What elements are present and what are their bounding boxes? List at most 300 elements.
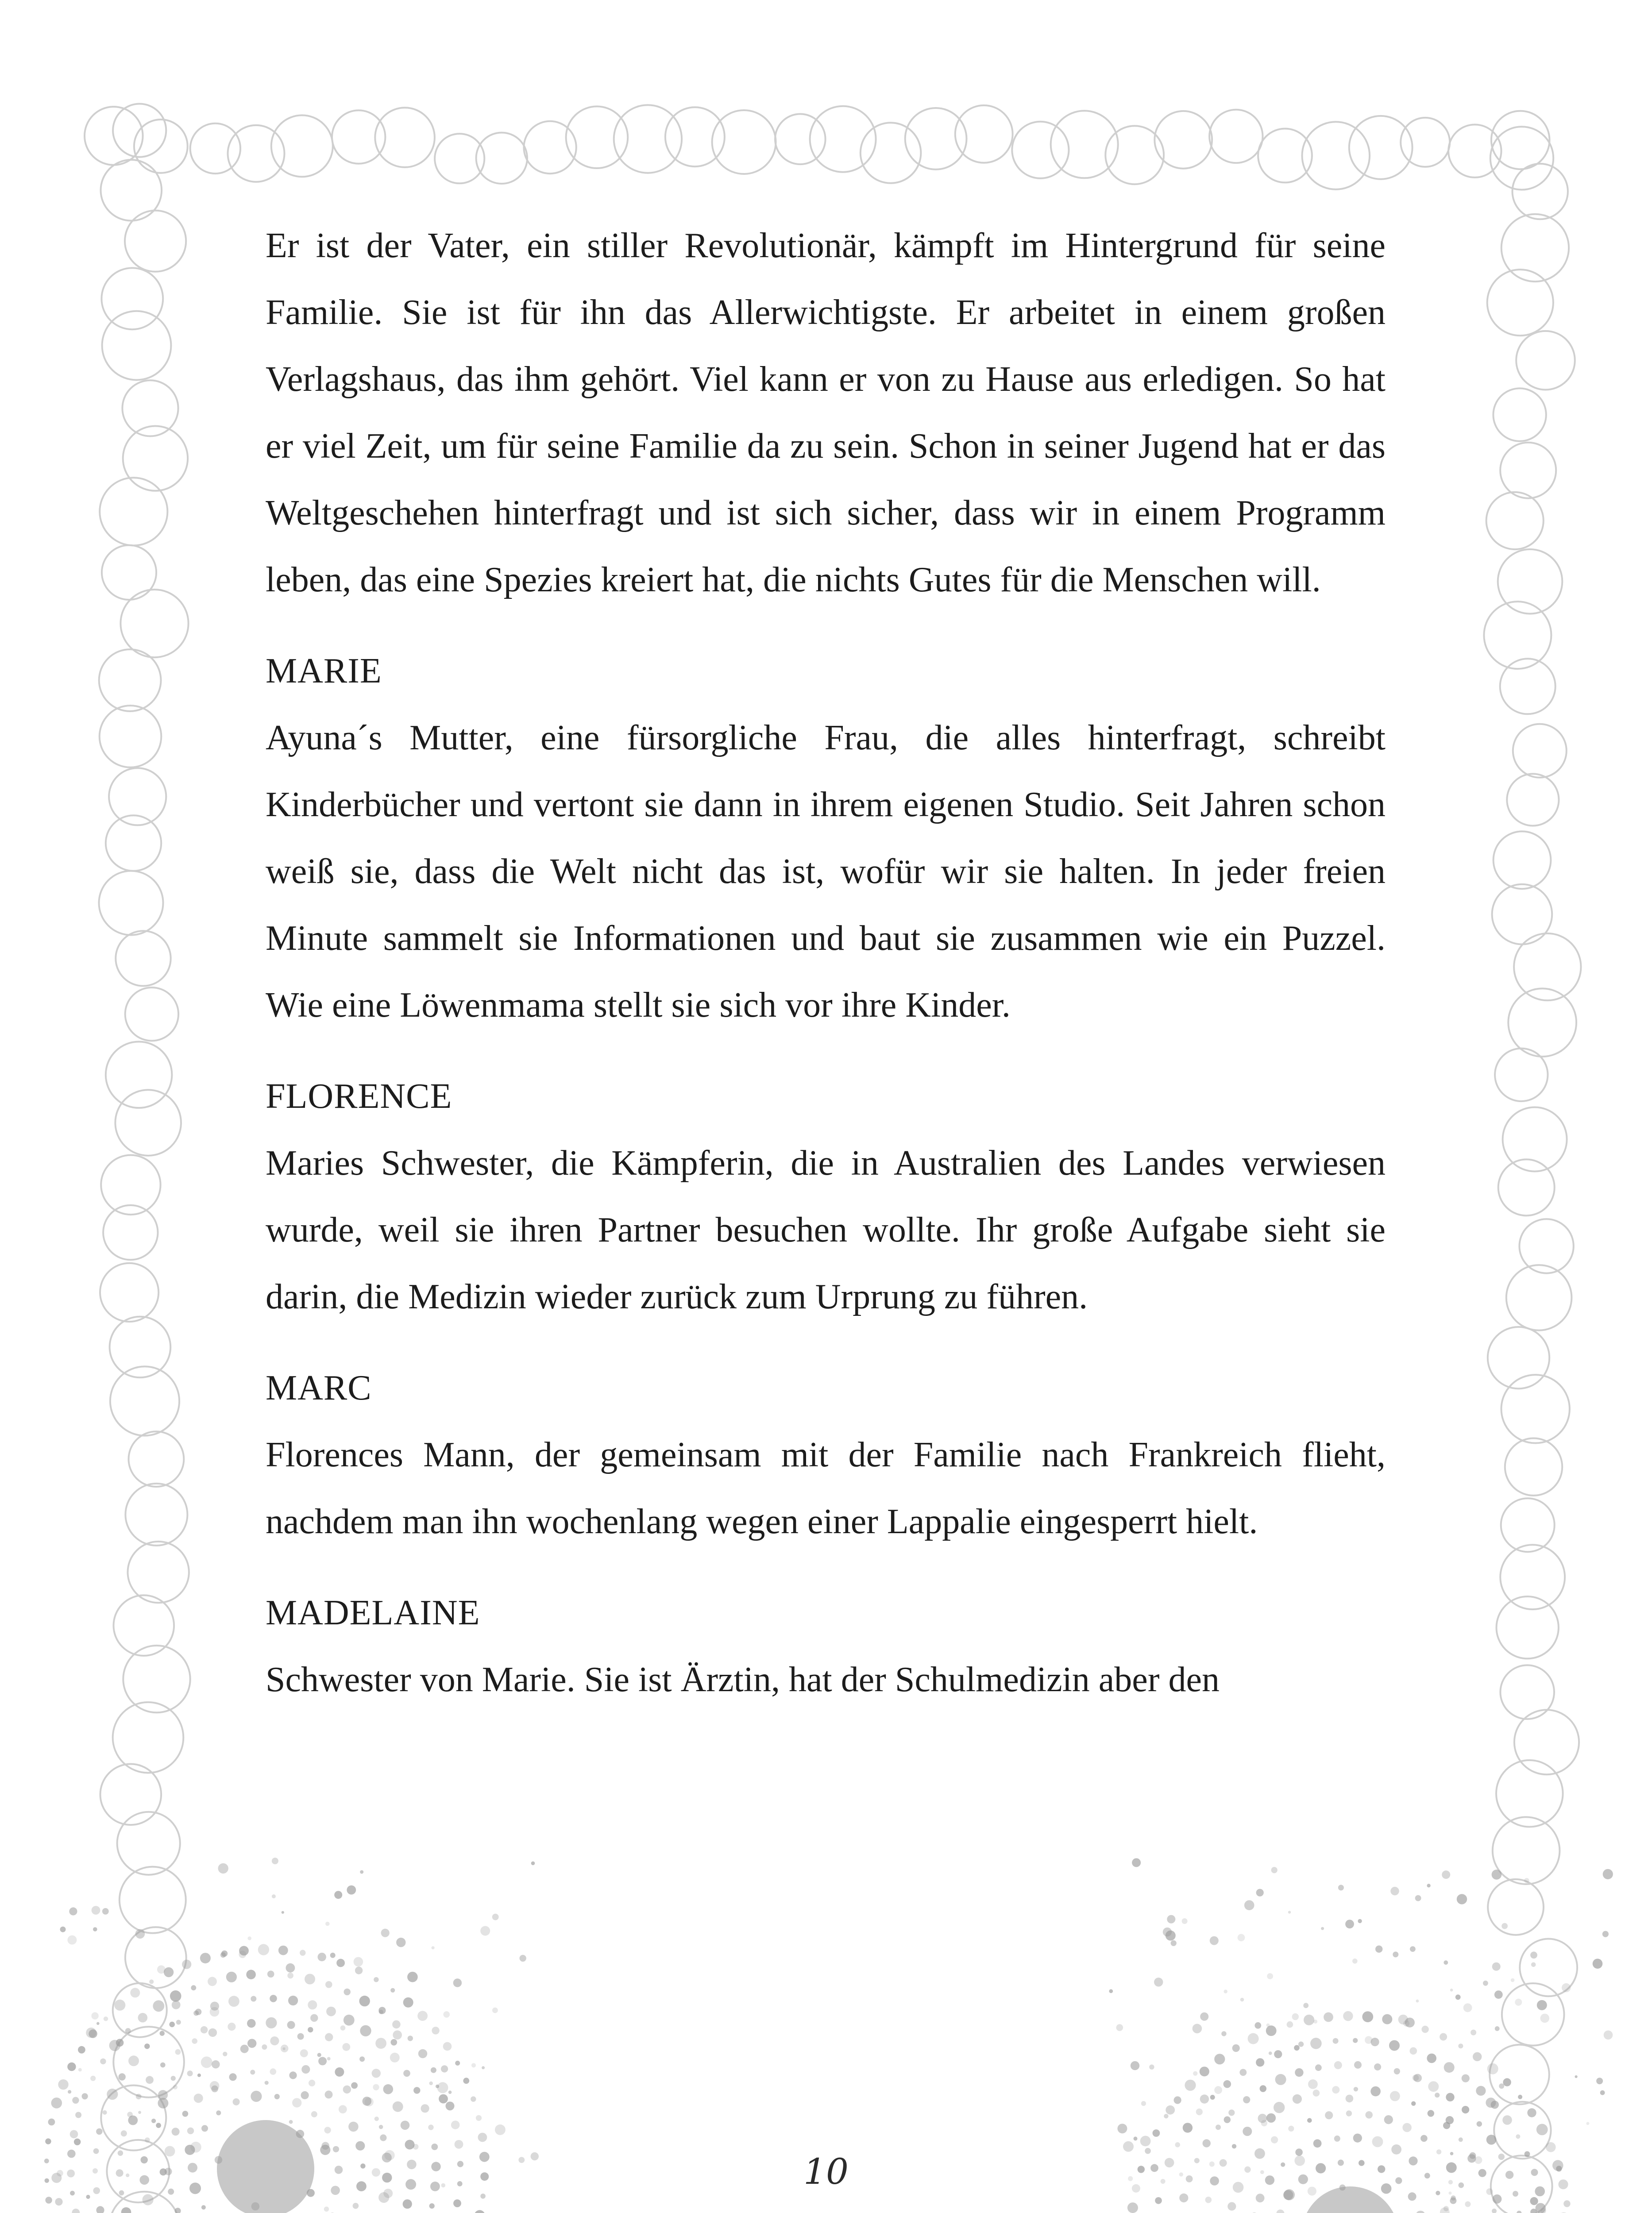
sparkle-dot xyxy=(482,2066,485,2069)
sparkle-dot xyxy=(1375,1946,1382,1953)
mandala-right-dot xyxy=(1174,2096,1181,2104)
sparkle-dot xyxy=(441,2183,446,2188)
mandala-right-dot xyxy=(1428,2081,1439,2092)
mandala-left-dot xyxy=(392,2020,401,2029)
mandala-right-dot xyxy=(1486,2135,1497,2145)
mandala-left-dot xyxy=(250,2070,255,2074)
mandala-right-dot xyxy=(1424,2173,1430,2178)
mandala-right-dot xyxy=(1281,2163,1285,2167)
frame-circle xyxy=(861,123,921,183)
frame-circle xyxy=(1487,270,1553,335)
frame-circle xyxy=(614,105,682,173)
mandala-right-dot xyxy=(1370,2086,1381,2097)
sparkle-dot xyxy=(1492,1962,1501,1971)
sparkle-dot xyxy=(135,1929,145,1939)
sparkle-dot xyxy=(1457,1894,1467,1904)
frame-circle xyxy=(125,987,178,1041)
sparkle-dot xyxy=(343,2086,351,2093)
mandala-left-dot xyxy=(201,2056,212,2068)
mandala-right-dot xyxy=(1205,2197,1212,2203)
mandala-right-dot xyxy=(1535,2186,1545,2197)
sparkle-dot xyxy=(1193,2024,1202,2034)
mandala-left-dot xyxy=(318,1953,326,1961)
sparkle-dot xyxy=(1166,1931,1176,1941)
sparkle-dot xyxy=(171,2076,176,2081)
mandala-right-dot xyxy=(1389,2040,1400,2051)
sparkle-dot xyxy=(1271,1867,1278,1873)
mandala-right-dot xyxy=(1194,2158,1200,2163)
mandala-left-dot xyxy=(403,2070,410,2077)
mandala-right-dot xyxy=(1402,2123,1412,2132)
frame-circle xyxy=(100,478,167,545)
sparkle-dot xyxy=(1292,2013,1299,2020)
mandala-left-dot xyxy=(70,2191,75,2196)
frame-circle xyxy=(1513,724,1567,778)
sparkle-dot xyxy=(1450,2152,1454,2155)
mandala-left-dot xyxy=(355,1966,363,1974)
mandala-right-dot xyxy=(1287,2021,1293,2028)
mandala-left-dot xyxy=(413,2087,420,2093)
mandala-left-dot xyxy=(90,2076,96,2081)
mandala-left-dot xyxy=(194,2093,203,2103)
sparkle-dot xyxy=(215,2156,222,2163)
sparkle-dot xyxy=(1602,1931,1609,1937)
mandala-right-dot xyxy=(1304,2015,1314,2025)
mandala-right-dot xyxy=(1428,2110,1434,2117)
sparkle-dot xyxy=(289,2120,293,2124)
mandala-right-dot xyxy=(1310,2038,1322,2049)
mandala-left-dot xyxy=(258,1944,269,1955)
mandala-left-dot xyxy=(393,2101,403,2112)
sparkle-dot xyxy=(1593,1959,1603,1969)
frame-circle xyxy=(116,931,170,986)
sparkle-dot xyxy=(239,1951,246,1958)
sparkle-dot xyxy=(317,2053,321,2057)
mandala-right-dot xyxy=(1436,2149,1441,2154)
mandala-right-dot xyxy=(1224,2080,1231,2088)
sparkle-dot xyxy=(518,2157,525,2163)
mandala-left-dot xyxy=(228,1996,239,2007)
intro-paragraph: Er ist der Vater, ein stiller Revolutionär, kämpft im Hintergrund für seine Familie. Sie ist für ihn das Allerwichtigste. Er arbeitet in einem großen Verlagshaus, das ihm gehört. Viel kann er von zu Hause aus erledigen. So hat er viel Zeit, um für seine Familie da zu sein. Schon in seiner Jugend hat er das Weltgeschehen hinterfragt und ist sich sicher, dass wir in einem Programm leben, das eine Spezies kreiert hat, die nichts Gutes für die Menschen will. xyxy=(266,226,1386,599)
mandala-right-dot xyxy=(1248,2033,1259,2044)
mandala-right-dot xyxy=(1486,2188,1493,2195)
sparkle-dot xyxy=(60,1927,66,1932)
mandala-left-dot xyxy=(67,2150,76,2158)
sparkle-dot xyxy=(1221,2031,1226,2036)
frame-circle xyxy=(1513,164,1568,219)
sparkle-dot xyxy=(1393,1951,1398,1957)
mandala-right-dot xyxy=(1390,2091,1400,2101)
sparkle-dot xyxy=(91,2012,98,2019)
sparkle-dot xyxy=(282,1911,284,1914)
sparkle-dot xyxy=(1415,1895,1421,1901)
mandala-left-dot xyxy=(417,2011,428,2021)
sparkle-dot xyxy=(160,2168,167,2175)
mandala-right-dot xyxy=(1378,2165,1385,2173)
mandala-right-dot xyxy=(1274,2050,1282,2058)
frame-circle xyxy=(125,211,186,272)
sparkle-dot xyxy=(1254,2022,1261,2029)
mandala-left-dot xyxy=(342,2043,350,2051)
mandala-right-dot xyxy=(1196,2109,1203,2115)
mandala-left-dot xyxy=(116,2169,124,2177)
sparkle-dot xyxy=(247,1936,251,1940)
mandala-left-dot xyxy=(405,2179,416,2190)
mandala-right-dot xyxy=(1185,2080,1196,2091)
mandala-left-dot xyxy=(325,2033,333,2041)
sparkle-dot xyxy=(492,2008,498,2013)
frame-circle xyxy=(1258,129,1312,183)
frame-circle xyxy=(1503,1107,1567,1172)
sparkle-dot xyxy=(1483,1981,1488,1986)
frame-circle xyxy=(129,1431,184,1487)
mandala-right-dot xyxy=(1313,2139,1322,2147)
frame-circle xyxy=(955,105,1013,163)
sparkle-dot xyxy=(211,2086,218,2093)
mandala-right-dot xyxy=(1354,2087,1358,2091)
mandala-left-dot xyxy=(103,2110,107,2115)
sparkle-dot xyxy=(272,1858,278,1864)
sparkle-dot xyxy=(1562,1983,1571,1992)
sparkle-dot xyxy=(1463,2003,1472,2012)
mandala-left-dot xyxy=(380,2134,386,2141)
sparkle-dot xyxy=(272,1894,276,1898)
section-text: Maries Schwester, die Kämpferin, die in Australien des Landes verwiesen wurde, weil sie ihren Partner besuchen wollte. Ihr große Aufgabe sieht sie darin, die Medizin wieder zurück zum Urprung zu führen. xyxy=(266,1144,1386,1316)
mandala-left-dot xyxy=(478,2133,487,2142)
sparkle-dot xyxy=(413,2144,419,2150)
mandala-left-dot xyxy=(446,2101,455,2110)
sparkle-dot xyxy=(495,2124,506,2135)
mandala-left-dot xyxy=(247,2019,256,2028)
mandala-left-dot xyxy=(453,2199,461,2207)
mandala-right-dot xyxy=(1210,2176,1219,2186)
sparkle-dot xyxy=(102,1908,109,1915)
mandala-left-dot xyxy=(118,2151,123,2156)
section-heading: MADELAINE xyxy=(266,1593,480,1632)
mandala-left-dot xyxy=(278,1946,288,1955)
mandala-left-dot xyxy=(119,2190,124,2196)
mandala-left-dot xyxy=(96,2128,102,2135)
frame-circle xyxy=(1488,1879,1544,1935)
mandala-right-dot xyxy=(1239,2069,1247,2076)
sparkle-dot xyxy=(1123,2141,1134,2152)
sparkle-dot xyxy=(1448,2180,1453,2184)
mandala-right-dot xyxy=(1275,2074,1286,2085)
sparkle-dot xyxy=(1515,1999,1522,2006)
sparkle-dot xyxy=(1600,2090,1605,2095)
mandala-right-dot xyxy=(1127,2202,1138,2213)
sparkle-dot xyxy=(68,2090,71,2093)
sparkle-dot xyxy=(1294,2155,1305,2166)
frame-circle xyxy=(1349,116,1413,179)
mandala-left-dot xyxy=(144,2043,150,2049)
mandala-left-dot xyxy=(192,2038,197,2044)
mandala-right-dot xyxy=(1295,2068,1303,2077)
sparkle-dot xyxy=(1346,2095,1354,2103)
frame-circle xyxy=(102,311,171,380)
frame-circle xyxy=(1497,1596,1559,1658)
mandala-right-dot xyxy=(1427,2054,1436,2063)
mandala-left-dot xyxy=(288,1996,298,2005)
section-text: Florences Mann, der gemeinsam mit der Familie nach Frankreich flieht, nachdem man ihn wochenlang wegen einer Lappalie eingesperrt hielt. xyxy=(266,1435,1386,1541)
sparkle-dot xyxy=(1200,2094,1209,2103)
mandala-left-dot xyxy=(335,2067,344,2077)
mandala-right-dot xyxy=(1260,2085,1266,2092)
frame-circle xyxy=(101,268,163,329)
mandala-right-dot xyxy=(1155,2197,1162,2204)
mandala-left-dot xyxy=(451,2120,460,2129)
sparkle-dot xyxy=(354,1957,363,1967)
sparkle-dot xyxy=(1524,1878,1529,1883)
frame-circle xyxy=(1500,1665,1554,1719)
frame-circle xyxy=(1505,1438,1562,1496)
mandala-right-dot xyxy=(1408,2192,1417,2201)
sparkle-dot xyxy=(1117,2124,1127,2133)
mandala-left-dot xyxy=(216,2110,221,2115)
mandala-right-dot xyxy=(1210,2095,1215,2100)
sparkle-dot xyxy=(210,2007,220,2017)
sparkle-dot xyxy=(320,2145,330,2155)
mandala-left-dot xyxy=(311,2111,317,2117)
mandala-right-dot xyxy=(1465,2201,1471,2207)
sparkle-dot xyxy=(86,2028,96,2038)
mandala-left-dot xyxy=(93,2168,98,2174)
page-content xyxy=(266,212,1386,1713)
frame-circle xyxy=(271,115,333,177)
mandala-right-dot xyxy=(1365,2111,1373,2119)
sparkle-dot xyxy=(1132,1858,1141,1867)
sparkle-dot xyxy=(471,2063,476,2067)
mandala-right-dot xyxy=(1227,2202,1236,2210)
mandala-left-dot xyxy=(408,2036,413,2041)
sparkle-dot xyxy=(384,2150,394,2160)
frame-circle xyxy=(905,108,967,170)
mandala-left-dot xyxy=(100,2059,106,2064)
mandala-left-dot xyxy=(175,2208,181,2213)
frame-circle xyxy=(125,1927,186,1988)
page-number: 10 xyxy=(803,2151,849,2192)
mandala-left-dot xyxy=(139,2175,149,2185)
mandala-left-dot xyxy=(270,1995,277,2002)
sparkle-dot xyxy=(310,2014,318,2022)
mandala-right-dot xyxy=(1444,2062,1455,2073)
sparkle-dot xyxy=(1537,2000,1547,2010)
mandala-left-dot xyxy=(308,2000,317,2009)
frame-circle xyxy=(113,1702,184,1773)
sparkle-dot xyxy=(1442,1870,1450,1879)
mandala-right-dot xyxy=(1288,2126,1294,2132)
mandala-left-dot xyxy=(51,2097,62,2109)
sparkle-dot xyxy=(1214,2086,1222,2094)
mandala-right-dot xyxy=(1462,2074,1470,2082)
sparkle-dot xyxy=(1413,2074,1422,2082)
mandala-left-dot xyxy=(246,1970,256,1979)
sparkle-dot xyxy=(92,1906,100,1915)
sparkle-dot xyxy=(1471,2030,1476,2036)
section-florence xyxy=(266,1063,1386,1330)
mandala-right-dot xyxy=(1138,2166,1145,2173)
mandala-left-dot xyxy=(114,2000,125,2011)
sparkle-dot xyxy=(1321,1927,1324,1930)
mandala-right-dot xyxy=(1315,2064,1322,2071)
mandala-left-dot xyxy=(353,2203,359,2209)
mandala-right-dot xyxy=(1436,2191,1440,2195)
mandala-left-dot xyxy=(390,2053,400,2063)
mandala-right-dot xyxy=(1473,2052,1482,2061)
sparkle-dot xyxy=(1450,1989,1453,1992)
sparkle-dot xyxy=(531,1862,535,1866)
mandala-left-dot xyxy=(344,1989,351,1995)
mandala-left-dot xyxy=(182,2111,189,2117)
mandala-right-dot xyxy=(1232,2044,1240,2052)
mandala-right-dot xyxy=(1165,2158,1174,2168)
mandala-right-dot xyxy=(1546,2142,1556,2152)
mandala-left-dot xyxy=(428,2124,433,2130)
sparkle-dot xyxy=(1467,2154,1476,2163)
mandala-left-dot xyxy=(443,2042,452,2051)
mandala-left-dot xyxy=(390,1988,395,1993)
mandala-left-dot xyxy=(251,2091,262,2102)
mandala-left-dot xyxy=(336,1959,345,1967)
sparkle-dot xyxy=(1240,1998,1244,2002)
sparkle-dot xyxy=(520,1955,526,1962)
mandala-right-dot xyxy=(1563,2200,1570,2207)
mandala-left-dot xyxy=(121,2207,131,2213)
mandala-left-dot xyxy=(333,2146,339,2152)
mandala-right-dot xyxy=(1421,2026,1428,2033)
mandala-right-dot xyxy=(1271,2136,1278,2144)
mandala-left-dot xyxy=(403,1997,413,2008)
mandala-left-dot xyxy=(128,2055,139,2066)
frame-circle xyxy=(99,871,163,935)
mandala-left-dot xyxy=(143,2194,154,2205)
mandala-left-dot xyxy=(93,2148,99,2154)
mandala-left-dot xyxy=(67,2170,75,2178)
mandala-left-dot xyxy=(274,2094,280,2099)
mandala-left-dot xyxy=(375,2038,386,2049)
sparkle-dot xyxy=(1410,1946,1416,1952)
frame-circle xyxy=(712,110,776,174)
mandala-right-dot xyxy=(1391,2144,1401,2155)
mandala-left-dot xyxy=(125,2028,131,2034)
sparkle-dot xyxy=(391,2039,398,2046)
sparkle-dot xyxy=(1116,2024,1123,2031)
sparkle-dot xyxy=(1224,2117,1231,2123)
mandala-right-dot xyxy=(1516,2134,1520,2139)
sparkle-dot xyxy=(1345,1920,1354,1928)
frame-circle xyxy=(109,768,166,825)
mandala-right-dot xyxy=(1420,2135,1428,2142)
sparkle-dot xyxy=(301,2065,310,2074)
sparkle-dot xyxy=(1210,1936,1219,1945)
sparkle-dot xyxy=(251,2202,260,2211)
mandala-right-dot xyxy=(1527,2108,1536,2117)
mandala-left-dot xyxy=(289,2071,297,2079)
mandala-left-dot xyxy=(348,2122,359,2132)
mandala-left-dot xyxy=(405,2140,415,2150)
mandala-left-dot xyxy=(228,2023,235,2031)
frame-circle xyxy=(190,123,240,173)
mandala-left-dot xyxy=(45,2197,52,2203)
mandala-right-dot xyxy=(1395,2177,1402,2184)
mandala-right-dot xyxy=(1145,2148,1151,2154)
mandala-right-dot xyxy=(1256,2058,1264,2066)
section-heading: MARC xyxy=(266,1369,372,1407)
section-marie xyxy=(266,638,1386,1039)
sparkle-dot xyxy=(1405,2018,1415,2028)
mandala-left-dot xyxy=(138,2013,148,2023)
frame-circle xyxy=(100,1764,161,1825)
sparkle-dot xyxy=(531,2152,539,2160)
mandala-right-dot xyxy=(1244,2167,1251,2173)
sparkle-dot xyxy=(187,2128,194,2134)
sparkle-dot xyxy=(365,2097,374,2106)
frame-circle xyxy=(1491,111,1550,170)
mandala-right-dot xyxy=(1175,2142,1180,2147)
sparkle-dot xyxy=(1339,2185,1346,2191)
mandala-right-dot xyxy=(1503,2078,1511,2086)
mandala-left-dot xyxy=(208,2028,217,2037)
sparkle-dot xyxy=(347,1885,356,1895)
mandala-left-dot xyxy=(188,2163,197,2173)
section-marc xyxy=(266,1355,1386,1555)
mandala-right-dot xyxy=(1536,2124,1548,2136)
sparkle-dot xyxy=(201,2026,208,2033)
sparkle-dot xyxy=(360,1870,363,1874)
mandala-left-dot xyxy=(431,2067,436,2073)
frame-circle xyxy=(106,815,161,871)
mandala-left-dot xyxy=(339,2105,347,2113)
mandala-left-dot xyxy=(160,2063,166,2068)
frame-circle xyxy=(775,114,826,165)
mandala-right-dot xyxy=(1338,2159,1344,2166)
sparkle-dot xyxy=(296,2130,305,2138)
frame-circle xyxy=(1401,118,1450,167)
mandala-right-dot xyxy=(1316,2163,1326,2173)
sparkle-dot xyxy=(172,2001,181,2009)
mandala-left-dot xyxy=(324,2127,331,2133)
mandala-left-dot xyxy=(308,2027,313,2032)
mandala-left-dot xyxy=(82,2093,88,2099)
sparkle-dot xyxy=(1141,2101,1146,2106)
mandala-left-dot xyxy=(335,2166,343,2174)
sparkle-dot xyxy=(265,2081,269,2085)
mandala-right-dot xyxy=(1343,2011,1353,2021)
mandala-left-dot xyxy=(430,2182,440,2191)
sparkle-dot xyxy=(1134,2136,1138,2140)
mandala-right-dot xyxy=(1410,2047,1417,2055)
sparkle-dot xyxy=(1313,2020,1317,2024)
frame-circle xyxy=(1500,1545,1565,1609)
sparkle-dot xyxy=(1604,2031,1613,2040)
sparkle-dot xyxy=(282,2047,285,2050)
sparkle-dot xyxy=(126,2174,129,2177)
mandala-right-dot xyxy=(1274,2102,1285,2113)
mandala-left-dot xyxy=(119,2073,126,2080)
section-heading: FLORENCE xyxy=(266,1077,452,1116)
mandala-left-dot xyxy=(208,1977,217,1986)
sparkle-dot xyxy=(379,2125,383,2129)
sparkle-dot xyxy=(1269,2051,1272,2055)
mandala-right-dot xyxy=(1411,2101,1416,2106)
frame-circle xyxy=(1495,1049,1548,1101)
mandala-right-dot xyxy=(1382,2014,1392,2024)
sparkle-dot xyxy=(381,1929,390,1937)
mandala-left-dot xyxy=(287,2021,295,2029)
mandala-left-dot xyxy=(78,2046,85,2054)
mandala-left-dot xyxy=(383,2084,394,2094)
sparkle-dot xyxy=(286,1963,295,1973)
